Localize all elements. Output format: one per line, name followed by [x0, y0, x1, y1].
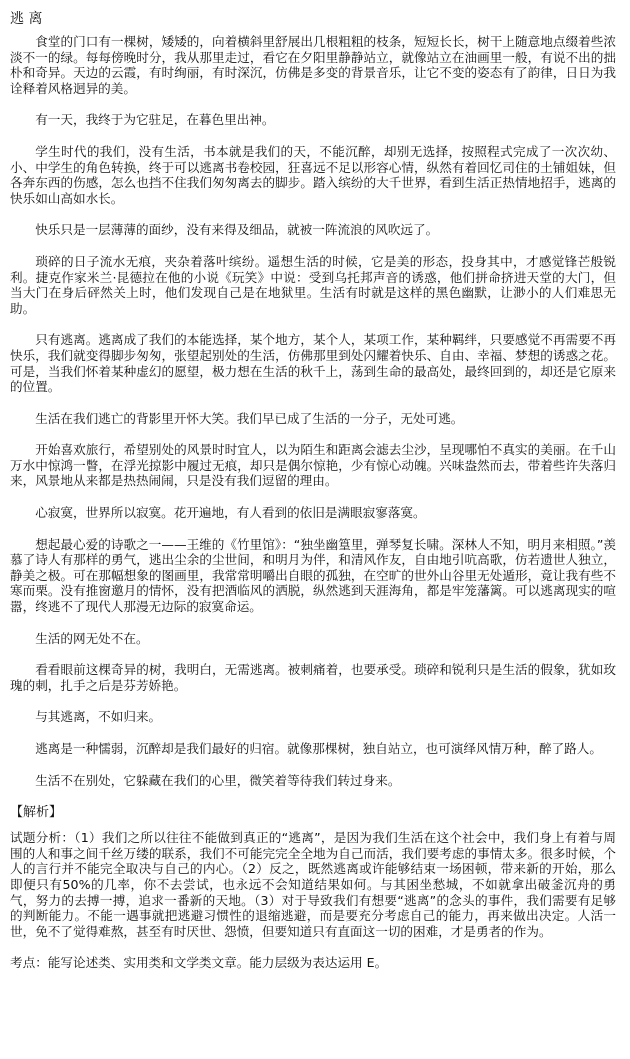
essay-paragraph: 学生时代的我们，没有生活，书本就是我们的天，不能沉醉，却别无选择，按照程式完成了一次次幼、小、中学生的角色转换，终于可以逃离书卷校园，狂喜远不足以形容心情，纵然有着回忆司住的土铺姐妹，但各奔东西的伤感，怎么也挡不住我们匆匆离去的脚步。踏入缤纷的大千世界，看到生活正热情地招手，逃离的快乐如山高如水长。 — [10, 143, 616, 206]
essay-paragraph: 只有逃离。逃离成了我们的本能选择，某个地方，某个人，某项工作，某种羁绊，只要感觉不再需要不再快乐，我们就变得脚步匆匆，张望起别处的生活，仿佛那里到处闪耀着快乐、自由、幸福、梦想的诱惑之花。可是，当我们怀着某种虚幻的愿望，极力想在生活的秋千上，荡到生命的最高处，最终回到的，却还是它原来的位置。 — [10, 332, 616, 395]
essay-paragraph: 有一天，我终于为它驻足，在暮色里出神。 — [35, 112, 275, 128]
essay-paragraph: 生活不在别处，它躲藏在我们的心里，微笑着等待我们转过身来。 — [35, 772, 401, 788]
essay-paragraph: 食堂的门口有一棵树，矮矮的，向着横斜里舒展出几根粗粗的枝条，短短长长，树干上随意地点缀着些浓淡不一的绿。每每傍晚时分，我从那里走过，看它在夕阳里静静站立，就像站立在油画里一般，有说不出的拙朴和奇异。天边的云霞，有时绚丽，有时深沉，仿佛是多变的背景音乐，让它不变的姿态有了韵律，日日为我诠释着风格迥异的美。 — [10, 34, 616, 96]
essay-paragraph: 快乐只是一层薄薄的面纱，没有来得及细品，就被一阵流浪的风吹远了。 — [35, 222, 439, 238]
essay-paragraph: 生活的网无处不在。 — [35, 630, 149, 646]
essay-paragraph: 逃离是一种懦弱，沉醉却是我们最好的归宿。就像那棵树，独自站立，也可演绎风情万种，醉了路人。 — [35, 741, 602, 756]
essay-paragraph: 看看眼前这棵奇异的树，我明白，无需逃离。被刺痛着，也要承受。琐碎和锐利只是生活的假象，犹如玫瑰的刺，扎手之后是芬芳娇艳。 — [10, 662, 616, 693]
analysis-heading: 【解析】 — [10, 805, 63, 821]
essay-paragraph: 开始喜欢旅行，希望别处的风景时时宜人，以为陌生和距离会滤去尘沙，呈现哪怕不真实的美丽。在千山万水中惊鸿一瞥，在浮光掠影中履过无痕，却只是偶尔惊艳，少有惊心动魄。兴味盎然而去，带着些许失落归来，风景地从来都是热热闹闹，只是没有我们逗留的理由。 — [10, 442, 616, 489]
analysis-text: 试题分析：（1）我们之所以往往不能做到真正的“逃离”，是因为我们生活在这个社会中，我们身上有着与周围的人和事之间千丝万缕的联系，我们不可能完完全全地为自己而活，我们要考虑的事情太多。很多时候，个人的言行并不能完全取决与自己的内心。（2）反之，既然逃离或许能够结束一场困顿，带来新的开始，那么即便只有50%的几率，你不去尝试，也永远不会知道结果如何。与其困坐愁城，不如就拿出破釜沉舟的勇气，努力的去搏一搏，追求一番新的天地。（3）对于导致我们有想要“逃离”的念头的事件，我们需要有足够的判断能力。不能一遇事就把逃避习惯性的退缩逃避，而是要充分考虑自己的能力，再来做出决定。人活一世，免不了觉得难熬，甚至有时厌世、怨愤，但要知道只有直面这一切的困难，才是勇者的作为。 — [10, 830, 616, 939]
essay-title: 逃 离 — [10, 11, 43, 27]
essay-paragraph: 心寂寞，世界所以寂寞。花开遍地，有人看到的依旧是满眼寂寥落寞。 — [35, 505, 426, 521]
essay-paragraph: 想起最心爱的诗歌之一——王维的《竹里馆》：“独坐幽篁里，弹琴复长啸。深林人不知，明月来相照。”羡慕了诗人有那样的勇气，逃出尘余的尘世间，和明月为伴，和清风作友，自由地引吭高歌，仿若遗世人独立，静美之极。可在那幅想象的图画里，我常常明嚼出自眼的孤独，在空旷的世外山谷里无处遁形，竟让我有些不寒而栗。没有推窗邀月的情怀，没有把酒临风的洒脱，纵然逃到天涯海角，都是牢笼藩篱。可以逃离现实的喧嚣，终逃不了现代人那漫无边际的寂寞命运。 — [10, 536, 616, 615]
essay-paragraph: 与其逃离，不如归来。 — [35, 709, 162, 725]
essay-body — [10, 34, 616, 788]
essay-paragraph: 生活在我们逃亡的背影里开怀大笑。我们早已成了生活的一分子，无处可逃。 — [35, 410, 464, 426]
essay-paragraph: 琐碎的日子流水无痕，夹杂着落叶缤纷。遥想生活的时候，它是美的形态，投身其中，才感觉锋芒般锐利。捷克作家米兰·昆德拉在他的小说《玩笑》中说：受到乌托邦声音的诱惑，他们拼命挤进天堂的大门，但当大门在身后砰然关上时，他们发现自己是在地狱里。生活有时就是这样的黑色幽默，让渺小的人们难思无助。 — [10, 253, 616, 316]
kaodian-text: 考点：能写论述类、实用类和文学类文章。能力层级为表达运用 E。 — [10, 955, 388, 971]
